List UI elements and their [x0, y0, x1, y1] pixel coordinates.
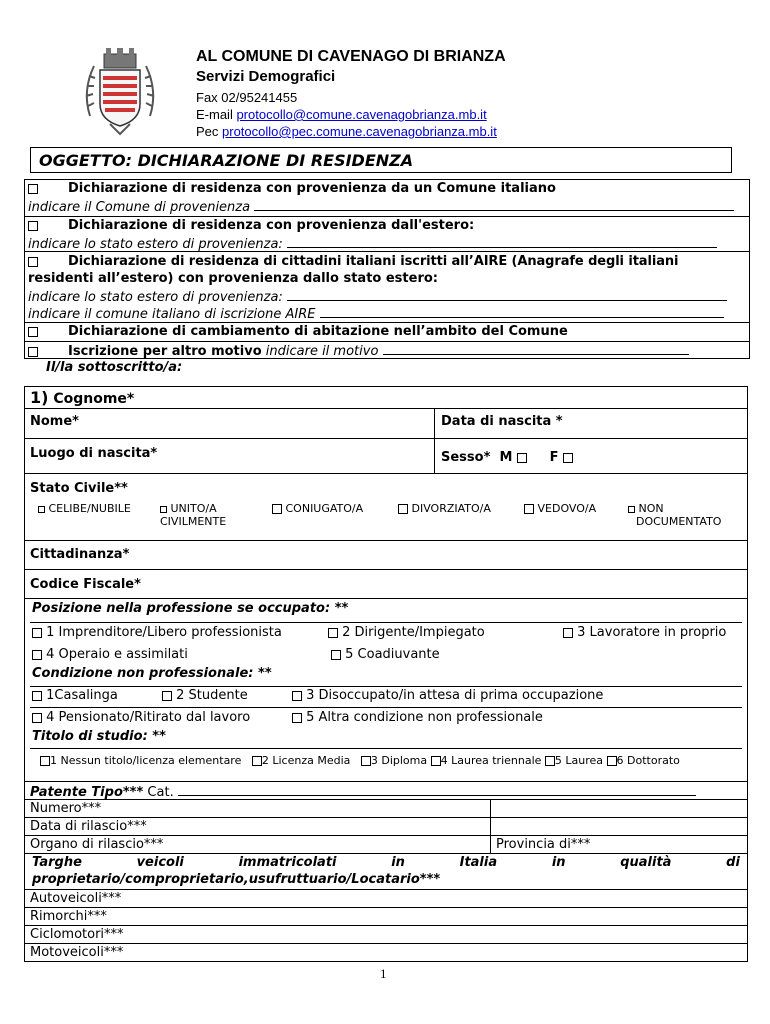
checkbox-icon[interactable]	[331, 650, 341, 660]
field-rimorchi[interactable]: Rimorchi***	[30, 909, 107, 924]
checkbox-icon[interactable]	[292, 691, 302, 701]
field-patente[interactable]: Patente Tipo*** Cat.	[30, 783, 696, 800]
checkbox-icon[interactable]	[40, 756, 50, 766]
option-altro-motivo[interactable]: Iscrizione per altro motivo indicare il motivo	[28, 342, 689, 359]
input-line[interactable]	[178, 783, 696, 796]
option-3-hint-comune: indicare il comune italiano di iscrizione AIRE	[28, 305, 724, 322]
page-number: 1	[380, 966, 387, 981]
header-title: AL COMUNE DI CAVENAGO DI BRIANZA	[196, 48, 506, 65]
cond-studente[interactable]: 2 Studente	[162, 688, 248, 703]
field-organo-rilascio[interactable]: Organo di rilascio***	[30, 837, 164, 852]
header-email-line: E-mail protocollo@comune.cavenagobrianza.mb.it	[196, 107, 487, 122]
pos-imprenditore[interactable]: 1 Imprenditore/Libero professionista	[32, 625, 282, 640]
label-targhe-line2: proprietario/comproprietario,usufruttuario/Locatario***	[32, 872, 441, 887]
checkbox-icon[interactable]	[361, 756, 371, 766]
checkbox-icon[interactable]	[28, 257, 38, 267]
option-residenza-comune[interactable]: Dichiarazione di residenza con provenienza da un Comune italiano	[28, 181, 556, 196]
field-data-rilascio[interactable]: Data di rilascio***	[30, 819, 147, 834]
field-ciclomotori[interactable]: Ciclomotori***	[30, 927, 124, 942]
titolo-options: 1 Nessun titolo/licenza elementare 2 Licenza Media 3 Diploma 4 Laurea triennale 5 Laurea 6 Dottorato	[40, 754, 680, 767]
checkbox-icon[interactable]	[628, 506, 635, 513]
label-condizione: Condizione non professionale: **	[32, 666, 272, 681]
sc-unito[interactable]: UNITO/A CIVILMENTE	[160, 502, 227, 528]
email-link[interactable]: protocollo@comune.cavenagobrianza.mb.it	[236, 107, 487, 122]
option-residenza-aire[interactable]: Dichiarazione di residenza di cittadini italiani iscritti all’AIRE (Anagrafe degli italiani	[28, 254, 678, 269]
input-line[interactable]	[320, 305, 724, 318]
option-residenza-estero[interactable]: Dichiarazione di residenza con provenienza dall'estero:	[28, 218, 474, 233]
field-nome[interactable]: Nome*	[30, 414, 79, 429]
checkbox-icon[interactable]	[38, 506, 45, 513]
field-cittadinanza[interactable]: Cittadinanza*	[30, 547, 130, 562]
sc-coniugato[interactable]: CONIUGATO/A	[272, 502, 363, 515]
pos-operaio[interactable]: 4 Operaio e assimilati	[32, 647, 188, 662]
checkbox-icon[interactable]	[272, 504, 282, 514]
header-pec-line: Pec protocollo@pec.comune.cavenagobrianza.mb.it	[196, 124, 497, 139]
option-3-hint-stato: indicare lo stato estero di provenienza:	[28, 288, 727, 305]
field-codice-fiscale[interactable]: Codice Fiscale*	[30, 577, 141, 592]
checkbox-icon[interactable]	[545, 756, 555, 766]
cond-casalinga[interactable]: 1Casalinga	[32, 688, 118, 703]
pos-coadiuvante[interactable]: 5 Coadiuvante	[331, 647, 440, 662]
sc-celibe[interactable]: CELIBE/NUBILE	[38, 502, 131, 515]
checkbox-icon[interactable]	[160, 506, 167, 513]
field-autoveicoli[interactable]: Autoveicoli***	[30, 891, 122, 906]
cond-pensionato[interactable]: 4 Pensionato/Ritirato dal lavoro	[32, 710, 250, 725]
label-stato-civile: Stato Civile**	[30, 481, 128, 496]
input-line[interactable]	[254, 198, 734, 211]
checkbox-female[interactable]	[563, 453, 573, 463]
sc-vedovo[interactable]: VEDOVO/A	[524, 502, 596, 515]
pos-lavoratore[interactable]: 3 Lavoratore in proprio	[563, 625, 726, 640]
field-luogo-nascita[interactable]: Luogo di nascita*	[30, 446, 158, 461]
cond-altra[interactable]: 5 Altra condizione non professionale	[292, 710, 543, 725]
comune-crest-logo	[80, 46, 160, 138]
field-numero[interactable]: Numero***	[30, 801, 102, 816]
header-fax: Fax 02/95241455	[196, 90, 298, 105]
checkbox-icon[interactable]	[398, 504, 408, 514]
sottoscritto-label: Il/la sottoscritto/a:	[46, 360, 183, 375]
input-line[interactable]	[287, 235, 717, 248]
pos-dirigente[interactable]: 2 Dirigente/Impiegato	[328, 625, 485, 640]
option-1-hint: indicare il Comune di provenienza	[28, 198, 734, 215]
field-provincia[interactable]: Provincia di***	[496, 837, 591, 852]
checkbox-icon[interactable]	[431, 756, 441, 766]
option-3-line2: residenti all’estero) con provenienza dallo stato estero:	[28, 271, 438, 286]
header-subtitle: Servizi Demografici	[196, 68, 336, 85]
field-sesso: Sesso* M F	[441, 450, 573, 465]
field-data-nascita[interactable]: Data di nascita *	[441, 414, 563, 429]
checkbox-icon[interactable]	[563, 628, 573, 638]
checkbox-icon[interactable]	[292, 713, 302, 723]
sc-non-documentato[interactable]: NON DOCUMENTATO	[628, 502, 721, 528]
field-motoveicoli[interactable]: Motoveicoli***	[30, 945, 124, 960]
checkbox-icon[interactable]	[32, 713, 42, 723]
checkbox-icon[interactable]	[252, 756, 262, 766]
pec-link[interactable]: protocollo@pec.comune.cavenagobrianza.mb.it	[222, 124, 497, 139]
checkbox-icon[interactable]	[607, 756, 617, 766]
label-posizione: Posizione nella professione se occupato: **	[32, 601, 349, 616]
checkbox-icon[interactable]	[328, 628, 338, 638]
input-line[interactable]	[287, 288, 727, 301]
oggetto-title: OGGETTO: DICHIARAZIONE DI RESIDENZA	[30, 147, 732, 173]
checkbox-male[interactable]	[517, 453, 527, 463]
checkbox-icon[interactable]	[32, 650, 42, 660]
label-titolo-studio: Titolo di studio: **	[32, 729, 166, 744]
checkbox-icon[interactable]	[32, 628, 42, 638]
section-cognome[interactable]: 1) Cognome*	[30, 388, 135, 407]
checkbox-icon[interactable]	[32, 691, 42, 701]
sc-divorziato[interactable]: DIVORZIATO/A	[398, 502, 491, 515]
checkbox-icon[interactable]	[28, 347, 38, 357]
checkbox-icon[interactable]	[28, 327, 38, 337]
option-2-hint: indicare lo stato estero di provenienza:	[28, 235, 717, 252]
cond-disoccupato[interactable]: 3 Disoccupato/in attesa di prima occupazione	[292, 688, 603, 703]
checkbox-icon[interactable]	[28, 221, 38, 231]
option-cambio-abitazione[interactable]: Dichiarazione di cambiamento di abitazione nell’ambito del Comune	[28, 324, 568, 339]
label-targhe: Targhe veicoli immatricolati in Italia in qualità di	[32, 855, 740, 870]
input-line[interactable]	[383, 342, 689, 355]
checkbox-icon[interactable]	[524, 504, 534, 514]
checkbox-icon[interactable]	[28, 184, 38, 194]
checkbox-icon[interactable]	[162, 691, 172, 701]
